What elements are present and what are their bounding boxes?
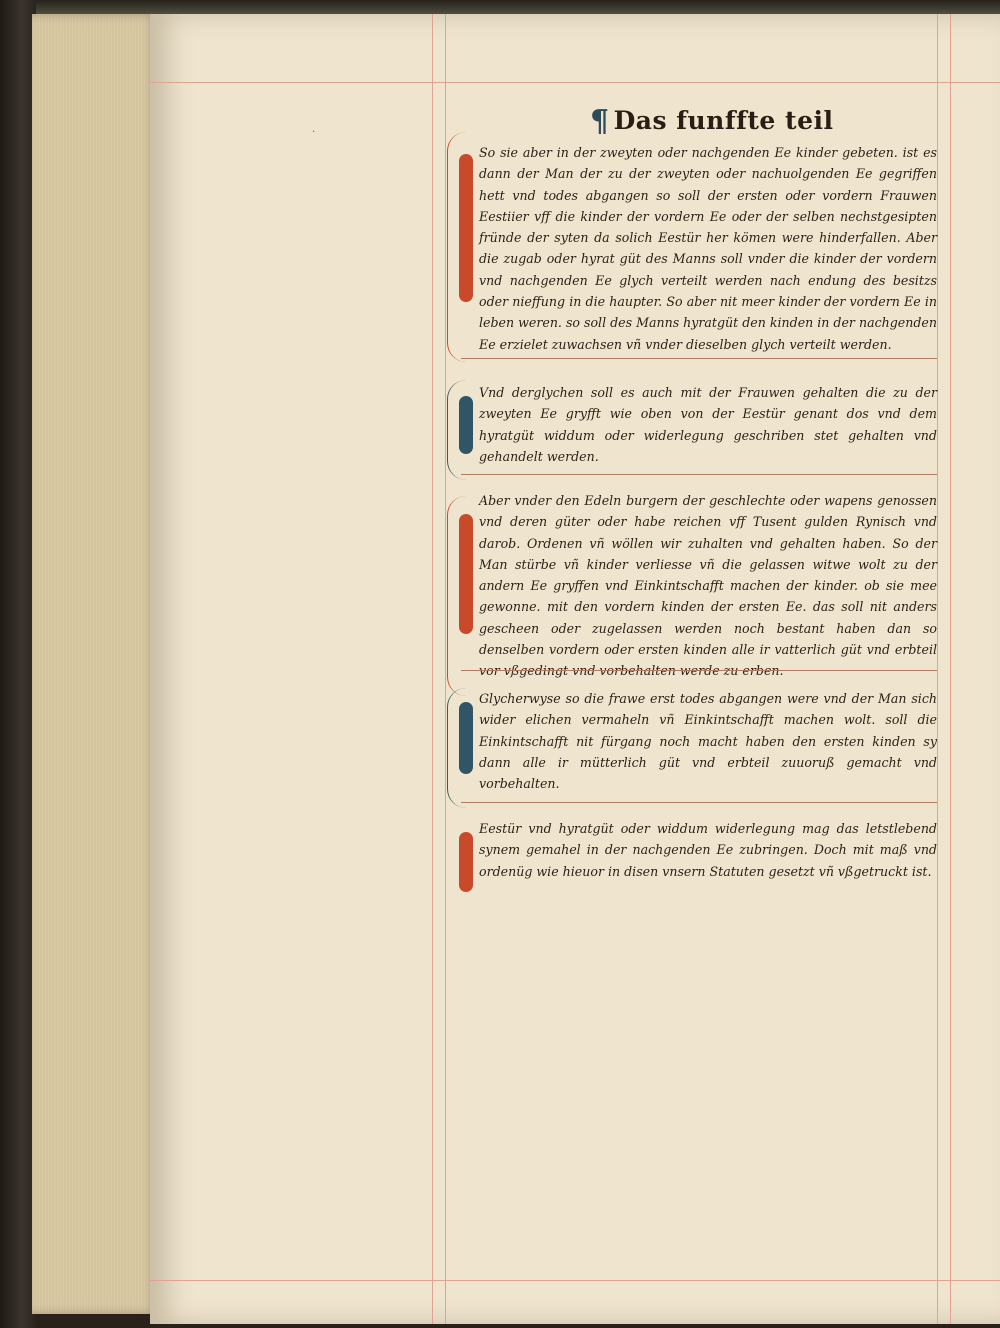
paragraph-text: Eestür vnd hyratgüt oder widdum widerlegung mag das letstlebend synem gemahel in der nachgenden Ee zubringen. Doch mit maß vnd ordenüg wie hieuor in disen vnsern Statuten gesetzt vñ vßgetruckt ist. <box>479 821 937 879</box>
pilcrow-icon: ¶ <box>590 104 610 139</box>
bottom-rule <box>150 1280 1000 1281</box>
paragraph-rule <box>461 474 937 475</box>
paragraph-1 <box>465 142 937 355</box>
paragraph-text: Vnd derglychen soll es auch mit der Frauwen gehalten die zu der zweyten Ee gryfft wie oben von der Eestür genant dos vnd dem hyratgüt widdum oder widerlegung geschriben stet gehalten vnd gehandelt werden. <box>479 385 937 464</box>
paragraph-4 <box>465 688 937 794</box>
paragraph-rule <box>461 802 937 803</box>
margin-rule-left <box>432 14 433 1324</box>
page-mark: . <box>312 124 316 135</box>
paragraph-rule <box>461 358 937 359</box>
initial-flourish-1 <box>447 132 466 362</box>
page-edges <box>32 14 158 1314</box>
paragraph-3 <box>465 490 937 682</box>
margin-rule-right-outer <box>950 14 951 1324</box>
top-rule <box>150 82 1000 83</box>
initial-flourish-4 <box>447 688 466 808</box>
book-page <box>150 14 1000 1324</box>
paragraph-2 <box>465 382 937 467</box>
initial-flourish-2 <box>447 380 466 480</box>
paragraph-text: So sie aber in der zweyten oder nachgenden Ee kinder gebeten. ist es dann der Man der zu der zweyten oder nachuolgenden Ee gegriffen hett vnd todes abgangen so soll der ersten oder vordern Frauwen Eestiier vff die kinder der vordern Ee oder der selben nechstgesipten fründe der syten da solich Eestür her kömen were hinderfallen. Aber die zugab oder hyrat güt des Manns soll vnder die kinder der vordern vnd nachgenden Ee glych verteilt werden nach endung des besitzs oder nieffung in die haupter. So aber nit meer kinder der vordern Ee in leben weren. so soll des Manns hyratgüt den kinden in der nachgenden Ee erzielet zuwachsen vñ vnder dieselben glych verteilt werden. <box>479 145 937 352</box>
section-title-text: Das funffte teil <box>613 106 834 135</box>
margin-rule-left-inner <box>445 14 446 1324</box>
paragraph-text: Aber vnder den Edeln burgern der geschlechte oder wapens genossen vnd deren güter oder habe reichen vff Tusent gulden Rynisch vnd darob. Ordenen vñ wöllen wir zuhalten vnd gehalten haben. So der Man stürbe vñ kinder verliesse vñ die gelassen witwe wolt zu der andern Ee gryffen vnd Einkintschafft machen der kinder. ob sie mee gewonne. mit den vordern kinden der ersten Ee. das soll nit anders gescheen oder zugelassen werden noch bestant haben dan so denselben vordern oder ersten kinden alle ir vatterlich güt vnd erbteil vor vßgedingt vnd vorbehalten werde zu erben. <box>479 493 937 679</box>
book-cover-spine <box>0 0 36 1328</box>
paragraph-rule <box>461 670 937 671</box>
margin-rule-right <box>937 14 938 1324</box>
paragraph-5 <box>465 818 937 882</box>
initial-capital-5 <box>459 832 473 892</box>
section-title <box>590 104 833 139</box>
paragraph-text: Glycherwyse so die frawe erst todes abgangen were vnd der Man sich wider elichen vermaheln vñ Einkintschafft machen wolt. soll die Einkintschafft nit fürgang noch macht haben den ersten kinden sy dann alle ir mütterlich güt vnd erbteil zuuoruß gemacht vnd vorbehalten. <box>479 691 937 792</box>
initial-flourish-3 <box>447 496 466 696</box>
